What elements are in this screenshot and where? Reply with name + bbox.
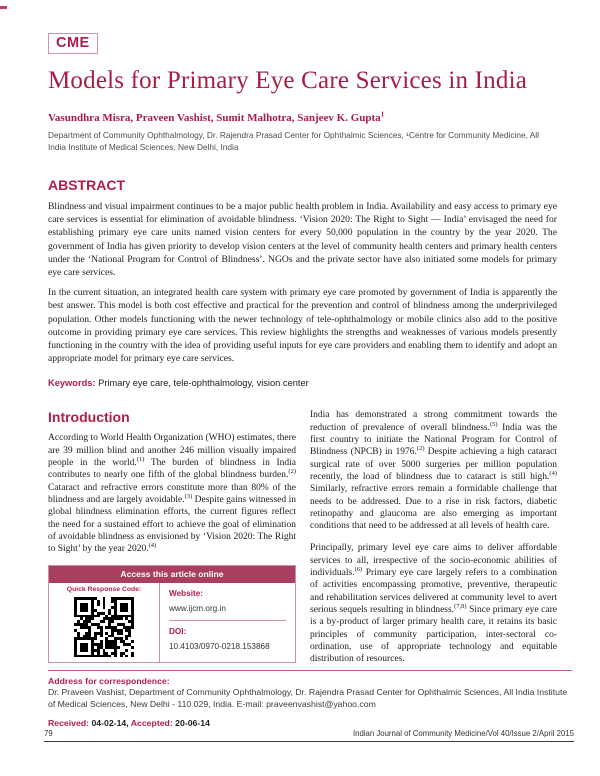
- page-number: 79: [44, 729, 53, 738]
- left-column: [48, 409, 296, 675]
- keywords-value: Primary eye care, tele-ophthalmology, vision center: [95, 378, 309, 389]
- article-page: [48, 0, 557, 675]
- body-paragraph-1: India has demonstrated a strong commitment towards the reduction of prevalence of overall blindness.$^{(5)}$ India was the first country to initiate the National Program for Control of Blindness (NPCB) in 1976.$^{(2)}$ Despite achieving a high cataract surgical rate of over 5000 surgeries per million population recently, the load of blindness due to cataract is still high.$^{(4)}$ Similarly, refractive errors remain a formidable challenge that needs to be addressed. Due to a rise in risk factors, diabetic retinopathy and glaucoma are also emerging as important conditions that need to be addressed at all levels of health care.: [310, 410, 557, 532]
- right-column: [310, 409, 557, 675]
- two-column-body: [48, 409, 557, 675]
- received-accepted-line: [48, 718, 572, 728]
- qr-code-label: Quick Response Code:: [66, 586, 142, 594]
- authors-line: [48, 112, 557, 124]
- accepted-label: Accepted:: [130, 718, 173, 728]
- page-title: Models for Primary Eye Care Services in India: [48, 67, 528, 94]
- access-box-header: Access this article online: [49, 566, 295, 583]
- introduction-heading: Introduction: [48, 409, 130, 426]
- author-affiliation-superscript: 1: [380, 110, 385, 119]
- abstract-paragraph-2: In the current situation, an integrated health care system with primary eye care promoted by government of India is apparently the best answer. This model is both cost effective and practical for the prevention and control of blindness among the underprivileged population. Other models functioning with the newer technology of tele-ophthalmology or mobile clinics also add to the positive outcome in providing primary eye care services. This review highlights the strengths and weaknesses of various models presently functioning in the country with the idea of providing useful inputs for eye care providers and enabling them to identify and adopt an appropriate model for primary eye care services.: [48, 287, 557, 365]
- keywords-line: [48, 378, 557, 388]
- received-label: Received:: [48, 718, 90, 728]
- abstract-paragraph-1: Blindness and visual impairment continues to be a major public health problem in India. Availability and easy access to primary eye care services is essential for elimination of avoidable blindness. ‘Vision 2020: The Right to Sight — India’ envisaged the need for establishing primary eye care units named vision centers for every 50,000 population in the country by the year 2020. The government of India has given priority to develop vision centers at the level of community health centers and primary health centers under the ‘National Program for Control of Blindness’. NGOs and the private sector have also initiated some models for primary eye care services.: [48, 201, 557, 279]
- doi-cell: [169, 620, 286, 658]
- website-cell: [169, 583, 286, 620]
- doi-label: DOI:: [169, 627, 187, 637]
- affiliation-line: Department of Community Ophthalmology, Dr. Rajendra Prasad Center for Ophthalmic Sciences, ¹Centre for Community Medicine, All India Institute of Medical Sciences, New Delhi, India: [48, 130, 539, 153]
- authors-names: Vasundhra Misra, Praveen Vashist, Sumit Malhotra, Sanjeev K. Gupta: [48, 112, 381, 124]
- correspondence-label: Address for correspondence:: [48, 676, 170, 686]
- correspondence-text: Dr. Praveen Vashist, Department of Community Ophthalmology, Dr. Rajendra Prasad Center for Ophthalmic Sciences, All India Institute of Medical Sciences, New Delhi - 110 029, India. E-mail: praveenvashist@yahoo.com: [48, 687, 568, 709]
- body-paragraph-2: Principally, primary level eye care aims to deliver affordable services to all, irrespective of the socio-economic abilities of individuals.$^{(6)}$ Primary eye care largely refers to a combination of activities encompassing promotive, preventive, therapeutic and rehabilitation services delivered at community level to avert serious sequels resulting in blindness.$^{(7,8)}$ Since primary eye care is a by-product of larger primary health care, it retains its basic principles of community participation, inter-sectoral co-ordination, use of appropriate technology and equitable distribution of resources.: [310, 543, 557, 665]
- keywords-label: Keywords:: [48, 378, 96, 389]
- qr-code-cell: [49, 583, 160, 662]
- website-url: www.ijcm.org.in: [169, 604, 226, 614]
- access-links-cell: [160, 583, 295, 662]
- accepted-date: 20-06-14: [172, 718, 210, 728]
- correspondence-section: [48, 670, 572, 728]
- doi-value: 10.4103/0970-0218.153868: [169, 642, 270, 652]
- page-corner-mark: [0, 6, 7, 9]
- access-box-body: [49, 583, 295, 662]
- abstract-heading: ABSTRACT: [48, 177, 125, 194]
- access-article-box: [48, 565, 296, 663]
- journal-citation: Indian Journal of Community Medicine/Vol 40/Issue 2/April 2015: [352, 729, 574, 738]
- introduction-paragraph: According to World Health Organization (WHO) estimates, there are 39 million blind and another 246 million visually impaired people in the world.$^{(1)}$ The burden of blindness in India contributes to nearly one fifth of the global blindness burden.$^{(2)}$ Cataract and refractive errors constitute more than 80% of the blindness and are largely avoidable.$^{(3)}$ Despite gains witnessed in global blindness elimination efforts, the current figures reflect the need for a sustained effort to achieve the goal of elimination of avoidable blindness as envisioned by ‘Vision 2020: The Right to Sight’ by the year 2020.$^{(4)}$: [48, 433, 296, 555]
- correspondence-divider: [48, 670, 572, 671]
- received-date: 04-02-14,: [89, 718, 131, 728]
- cme-badge: CME: [48, 33, 98, 54]
- page-footer: [44, 729, 574, 742]
- website-label: Website:: [169, 589, 203, 599]
- qr-code: [74, 597, 134, 657]
